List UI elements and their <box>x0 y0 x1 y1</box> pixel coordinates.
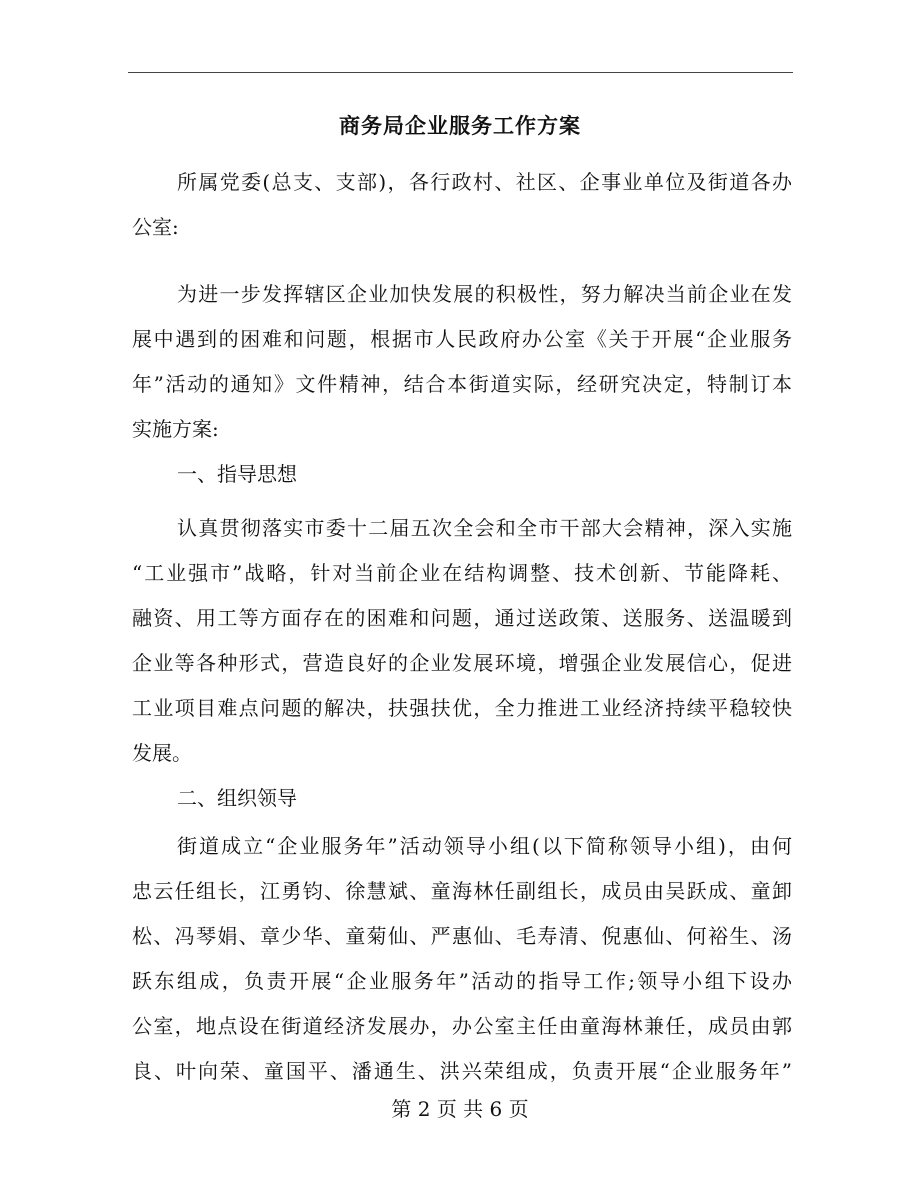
paragraph-line: 所属党委(总支、支部)，各行政村、社区、企事业单位及街道各办 <box>177 170 792 194</box>
paragraph-line: 认真贯彻落实市委十二届五次全会和全市干部大会精神，深入实施 <box>177 516 792 540</box>
header-rule <box>128 72 793 73</box>
paragraph-line: 实施方案: <box>132 417 219 441</box>
paragraph-line: 二、组织领导 <box>177 786 297 810</box>
paragraph-line: 年”活动的通知》文件精神，结合本街道实际，经研究决定，特制订本 <box>132 372 792 396</box>
paragraph-line: 松、冯琴娟、章少华、童菊仙、严惠仙、毛寿清、倪惠仙、何裕生、汤 <box>132 924 792 948</box>
paragraph-line: 融资、用工等方面存在的困难和问题，通过送政策、送服务、送温暖到 <box>132 606 792 630</box>
paragraph-line: 展中遇到的困难和问题，根据市人民政府办公室《关于开展“企业服务 <box>132 327 792 351</box>
paragraph-line: 企业等各种形式，营造良好的企业发展环境，增强企业发展信心，促进 <box>132 651 792 675</box>
paragraph-line: 公室: <box>132 215 179 239</box>
paragraph-line: 公室，地点设在街道经济发展办，办公室主任由童海林兼任，成员由郭 <box>132 1014 792 1038</box>
paragraph-line: 忠云任组长，江勇钧、徐慧斌、童海林任副组长，成员由吴跃成、童卸 <box>132 879 792 903</box>
paragraph-line: 工业项目难点问题的解决，扶强扶优，全力推进工业经济持续平稳较快 <box>132 696 792 720</box>
document-title: 商务局企业服务工作方案 <box>339 113 581 138</box>
paragraph-line: 为进一步发挥辖区企业加快发展的积极性，努力解决当前企业在发 <box>177 282 792 306</box>
paragraph-line: 一、指导思想 <box>177 462 297 486</box>
paragraph-line: 街道成立“企业服务年”活动领导小组(以下简称领导小组)，由何 <box>177 834 792 858</box>
paragraph-line: “工业强市”战略，针对当前企业在结构调整、技术创新、节能降耗、 <box>132 561 792 585</box>
paragraph-line: 跃东组成，负责开展“企业服务年”活动的指导工作;领导小组下设办 <box>132 969 792 993</box>
paragraph-line: 发展。 <box>132 741 192 765</box>
page-footer: 第 2 页 共 6 页 <box>391 1097 529 1121</box>
paragraph-line: 良、叶向荣、童国平、潘通生、洪兴荣组成，负责开展“企业服务年” <box>132 1059 792 1083</box>
